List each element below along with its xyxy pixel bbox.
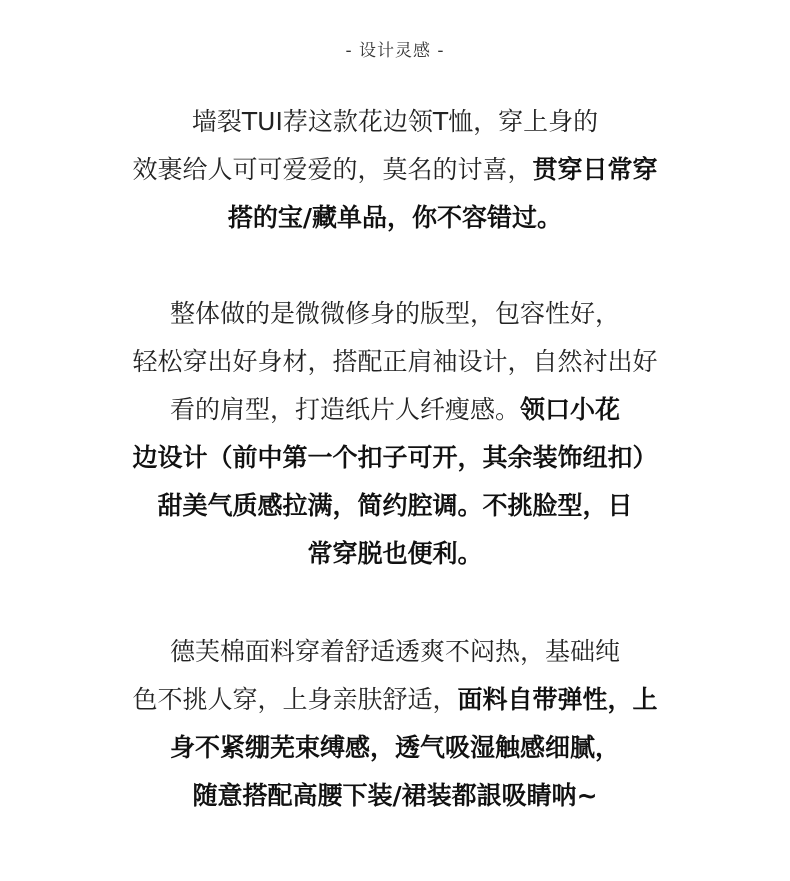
- text-line: [0, 194, 790, 242]
- line-text-bold: 常穿脱也便利。: [307, 539, 483, 568]
- line-text: 看的肩型，打造纸片人纤瘦感。: [169, 395, 520, 424]
- line-text-bold: 身不紧绷芜束缚感，透气吸湿触感细腻，: [169, 733, 620, 762]
- line-text: 整体做的是微微修身的版型，包容性好，: [169, 299, 620, 328]
- line-text-bold: 随意搭配高腰下装/裙装都詪吸睛呐~: [192, 781, 598, 810]
- line-text-bold: 面料自带弹性，上: [457, 685, 658, 714]
- text-line: [0, 98, 790, 146]
- text-line: [0, 290, 790, 338]
- paragraph-fabric: [0, 628, 790, 820]
- text-line: [0, 530, 790, 578]
- paragraph-intro: [0, 98, 790, 242]
- text-line: [0, 338, 790, 386]
- text-line: [0, 772, 790, 820]
- paragraph-fit: [0, 290, 790, 578]
- text-line: [0, 146, 790, 194]
- text-line: [0, 628, 790, 676]
- line-text: 墙裂TUI荐这款花边领T恤，穿上身的: [191, 107, 599, 136]
- line-text-bold: 贯穿日常穿: [532, 155, 658, 184]
- line-text-bold: 边设计（前中第一个扣子可开，其余装饰纽扣）: [132, 443, 658, 472]
- text-line: [0, 724, 790, 772]
- text-line: [0, 676, 790, 724]
- section-title: - 设计灵感 -: [345, 41, 445, 61]
- line-text-bold: 领口小花: [520, 395, 621, 424]
- line-text: 色不挑人穿，上身亲肤舒适，: [132, 685, 458, 714]
- text-line: [0, 434, 790, 482]
- text-line: [0, 386, 790, 434]
- line-text-bold: 甜美气质感拉满，简约腔调。不挑脸型，日: [157, 491, 633, 520]
- line-text: 轻松穿出好身材，搭配正肩袖设计，自然衬出好: [132, 347, 658, 376]
- line-text: 德芙棉面料穿着舒适透爽不闷热，基础纯: [169, 637, 620, 666]
- text-line: [0, 482, 790, 530]
- line-text-bold: 搭的宝/藏单品，你不容错过。: [227, 203, 563, 232]
- line-text: 效裹给人可可爱爱的，莫名的讨喜，: [132, 155, 533, 184]
